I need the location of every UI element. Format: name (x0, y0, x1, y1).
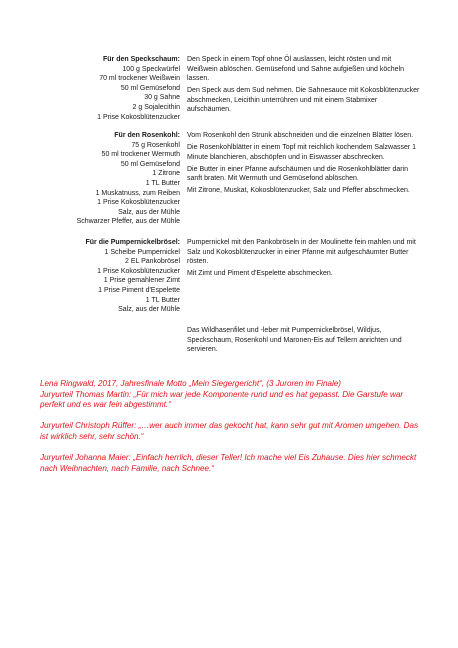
instruction-step: Pumpernickel mit den Pankobröseln in der Moulinette fein mahlen und mit Salz und Kokosblütenzucker in einer Pfanne mit aufgeschäumter Butter rösten. (187, 239, 416, 266)
jury-quotes (40, 379, 420, 485)
instruction-step: Die Rosenkohlblätter in einem Topf mit reichlich kochendem Salzwasser 1 Minute blanchieren, abschöpfen und in Eiswasser abschrecken. (187, 143, 417, 161)
ingredient: 2 g Sojalecithin (132, 103, 180, 111)
ingredient: 2 EL Pankobrösel (125, 258, 180, 266)
serving-instructions: Das Wildhasenfilet und -leber mit Pumpernickelbrösel, Wildjus, Speckschaum, Rosenkohl und Maronen-Eis auf Tellern anrichten und servieren. (187, 327, 402, 354)
instruction-step: Den Speck aus dem Sud nehmen. Die Sahnesauce mit Kokosblütenzucker abschmecken, Leicithin unterrühren und mit einem Stabmixer aufschäumen. (187, 87, 420, 114)
ingredient: 1 Prise gemahlener Zimt (103, 277, 180, 285)
ingredient: 1 Muskatnuss, zum Reiben (95, 189, 180, 197)
ingredient: 70 ml trockener Weißwein (99, 75, 180, 83)
ingredient: Schwarzer Pfeffer, aus der Mühle (76, 218, 180, 226)
instruction-step: Den Speck in einem Topf ohne Öl auslassen, leicht rösten und mit Weißwein ablöschen. Gemüsefond und Sahne aufgießen und köcheln lassen. (187, 56, 405, 83)
instruction-step: Vom Rosenkohl den Strunk abschneiden und die einzelnen Blätter lösen. (187, 132, 414, 139)
ingredient: 30 g Sahne (144, 94, 180, 102)
quote-christoph-rueffer: Juryurteil Christoph Rüffer: „…wer auch immer das gekocht hat, kann sehr gut mit Aromen umgehen. Das ist wirklich sehr, sehr schön.“ (40, 421, 419, 441)
instruction-step: Mit Zitrone, Muskat, Kokosblütenzucker, Salz und Pfeffer abschmecken. (187, 187, 410, 195)
ingredient-list (40, 131, 180, 227)
ingredient: 50 ml trockener Wermuth (101, 151, 180, 159)
instruction-list (187, 131, 423, 198)
ingredient: Salz, aus der Mühle (118, 208, 180, 216)
ingredient-list (40, 55, 180, 122)
quote-johanna-maier: Juryurteil Johanna Maier: „Einfach herrlich, dieser Teller! Ich mache viel Eis Zuhause. Dies hier schmeckt nach Weihnachten, nach Familie, nach Schnee.“ (40, 453, 417, 473)
ingredient: 1 Prise Kokosblütenzucker (97, 199, 180, 207)
section-header: Für den Speckschaum: (102, 56, 180, 63)
instruction-list (187, 55, 423, 117)
quote-thomas-martin: Juryurteil Thomas Martin: „Für mich war jede Komponente rund und es hat gepasst. Die Garstufe war perfekt und es war fein abgestimmt.“ (40, 389, 404, 410)
instruction-step: Mit Zimt und Piment d'Espelette abschmecken. (187, 270, 333, 278)
ingredient: 50 ml Gemüsefond (120, 84, 180, 92)
ingredient: 100 g Speckwürfel (122, 65, 180, 73)
ingredient: 1 Scheibe Pumpernickel (104, 248, 180, 256)
ingredient: 1 Prise Piment d'Espelette (98, 286, 180, 294)
ingredient: 75 g Rosenkohl (131, 141, 180, 149)
instruction-step: Die Butter in einer Pfanne aufschäumen und die Rosenkohlblätter darin sanft braten. Mit Wermuth und Gemüsefond ablöschen. (187, 165, 409, 183)
quote-intro: Lena Ringwald, 2017, Jahresfinale Motto „Mein Siegergericht“, (3 Juroren im Finale) (40, 379, 341, 388)
ingredient: 1 TL Butter (145, 296, 180, 304)
ingredient: Salz, aus der Mühle (118, 306, 180, 314)
ingredient: 1 Prise Kokosblütenzucker (97, 267, 180, 275)
ingredient-list (40, 238, 180, 315)
ingredient: 50 ml Gemüsefond (120, 160, 180, 168)
section-header: Für den Rosenkohl: (114, 132, 180, 139)
instruction-list (187, 238, 423, 281)
ingredient: 1 Zitrone (152, 170, 180, 178)
ingredient: 1 Prise Kokosblütenzucker (97, 113, 180, 121)
ingredient: 1 TL Butter (145, 179, 180, 187)
section-header: Für die Pumpernickelbrösel: (85, 239, 180, 246)
